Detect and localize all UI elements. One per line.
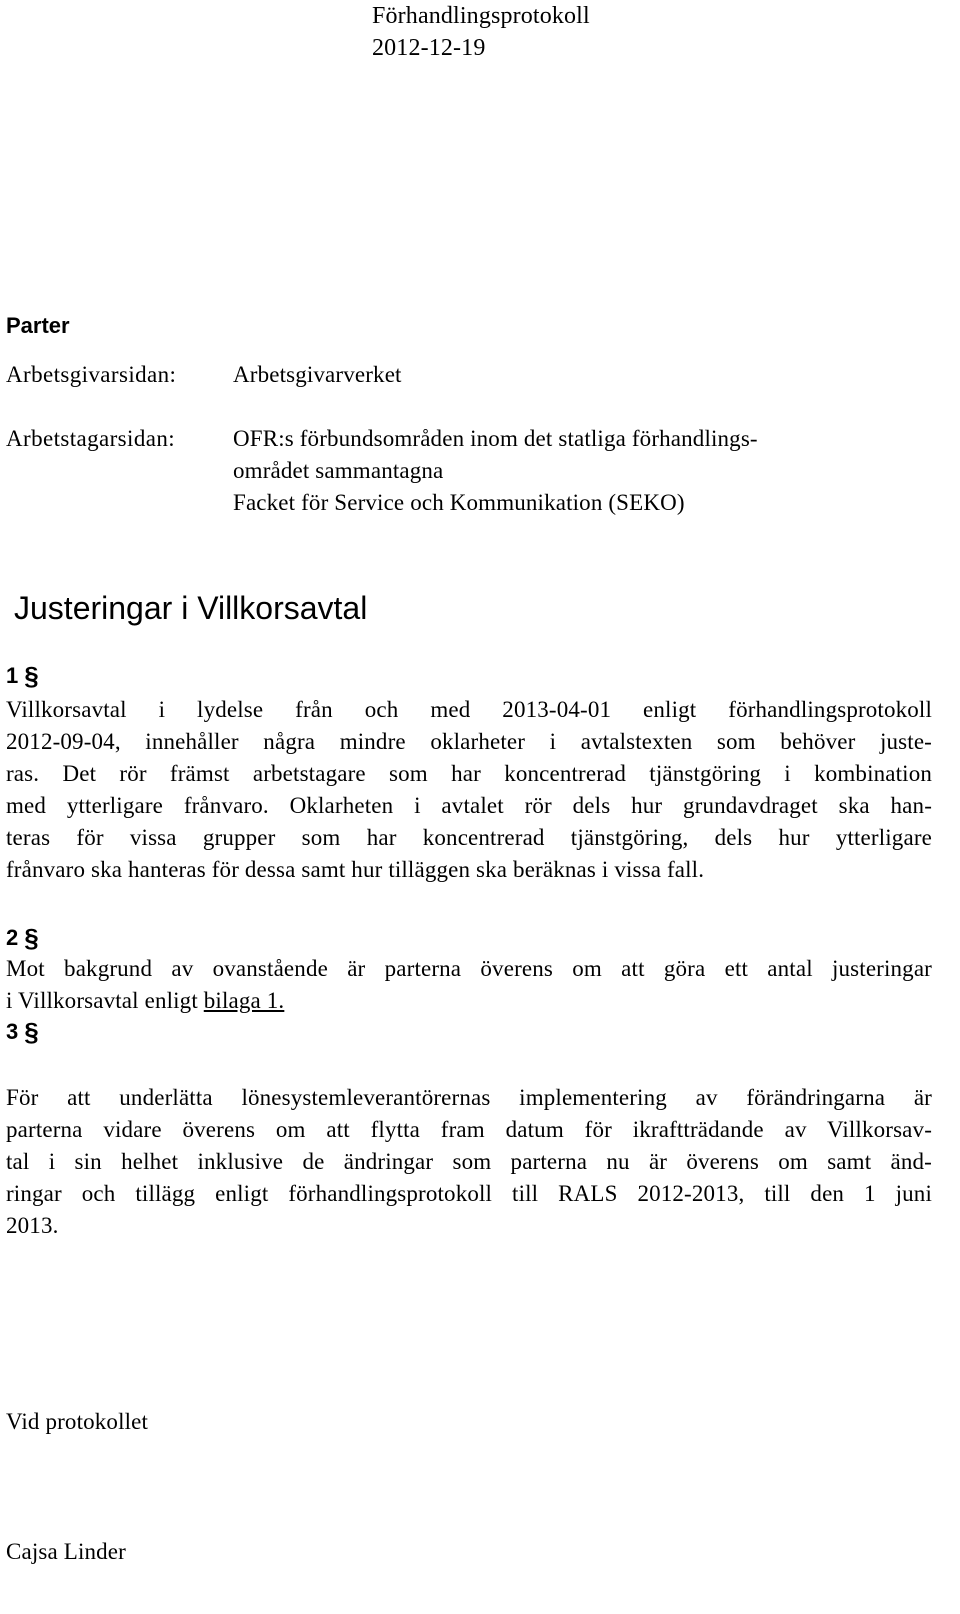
text-line: ringar och tillägg enligt förhandlingsprotokoll till RALS 2012-2013, till den 1 juni — [6, 1181, 932, 1206]
section-3-text — [6, 1082, 932, 1242]
text-line: frånvaro ska hanteras för dessa samt hur tilläggen ska beräknas i vissa fall. — [6, 857, 705, 882]
parties-heading: Parter — [6, 313, 70, 338]
text-line: Villkorsavtal i lydelse från och med 2013-04-01 enligt förhandlingsprotokoll — [6, 697, 932, 722]
employee-line: OFR:s förbundsområden inom det statliga förhandlings- — [233, 426, 758, 451]
text-line: Mot bakgrund av ovanstående är parterna överens om att göra ett antal justeringar — [6, 956, 932, 981]
text-line: För att underlätta lönesystemleverantörernas implementering av förändringarna är — [6, 1085, 932, 1110]
text-line — [6, 985, 932, 1017]
document-date: 2012-12-19 — [372, 35, 486, 61]
section-1-heading — [6, 660, 39, 692]
text-line: tal i sin helhet inklusive de ändringar som parterna nu är överens om samt änd- — [6, 1149, 932, 1174]
section-1-text — [6, 694, 932, 886]
text-line: med ytterligare frånvaro. Oklarheten i avtalet rör dels hur grundavdraget ska han- — [6, 793, 932, 818]
signature-name: Cajsa Linder — [6, 1539, 126, 1564]
main-title: Justeringar i Villkorsavtal — [14, 590, 368, 626]
paragraph-sign-icon: § — [24, 1017, 39, 1047]
signature-label: Vid protokollet — [6, 1409, 149, 1434]
section-3-heading — [6, 1016, 39, 1048]
section-number: 2 — [6, 925, 19, 950]
text-line: 2013. — [6, 1213, 59, 1238]
section-2-heading — [6, 922, 39, 954]
document-title: Förhandlingsprotokoll — [372, 3, 590, 29]
attachment-reference: bilaga 1. — [203, 988, 285, 1013]
employee-value — [233, 423, 758, 519]
text-line-prefix: i Villkorsavtal enligt — [6, 988, 204, 1013]
paragraph-sign-icon: § — [24, 923, 39, 953]
employer-value: Arbetsgivarverket — [233, 362, 402, 387]
section-number: 1 — [6, 663, 19, 688]
text-line: ras. Det rör främst arbetstagare som har koncentrerad tjänstgöring i kombination — [6, 761, 932, 786]
employee-label: Arbetstagarsidan: — [6, 426, 176, 451]
text-line: parterna vidare överens om att flytta fram datum för ikraftträdande av Villkorsav- — [6, 1117, 932, 1142]
text-line: teras för vissa grupper som har koncentrerad tjänstgöring, dels hur ytterligare — [6, 825, 932, 850]
employee-line: området sammantagna — [233, 458, 444, 483]
text-line: 2012-09-04, innehåller några mindre oklarheter i avtalstexten som behöver juste- — [6, 729, 932, 754]
section-2-text — [6, 953, 932, 1017]
employee-line: Facket för Service och Kommunikation (SEKO) — [233, 490, 685, 515]
employer-label: Arbetsgivarsidan: — [6, 362, 177, 387]
section-number: 3 — [6, 1019, 19, 1044]
document-header — [372, 0, 590, 64]
paragraph-sign-icon: § — [24, 661, 39, 691]
